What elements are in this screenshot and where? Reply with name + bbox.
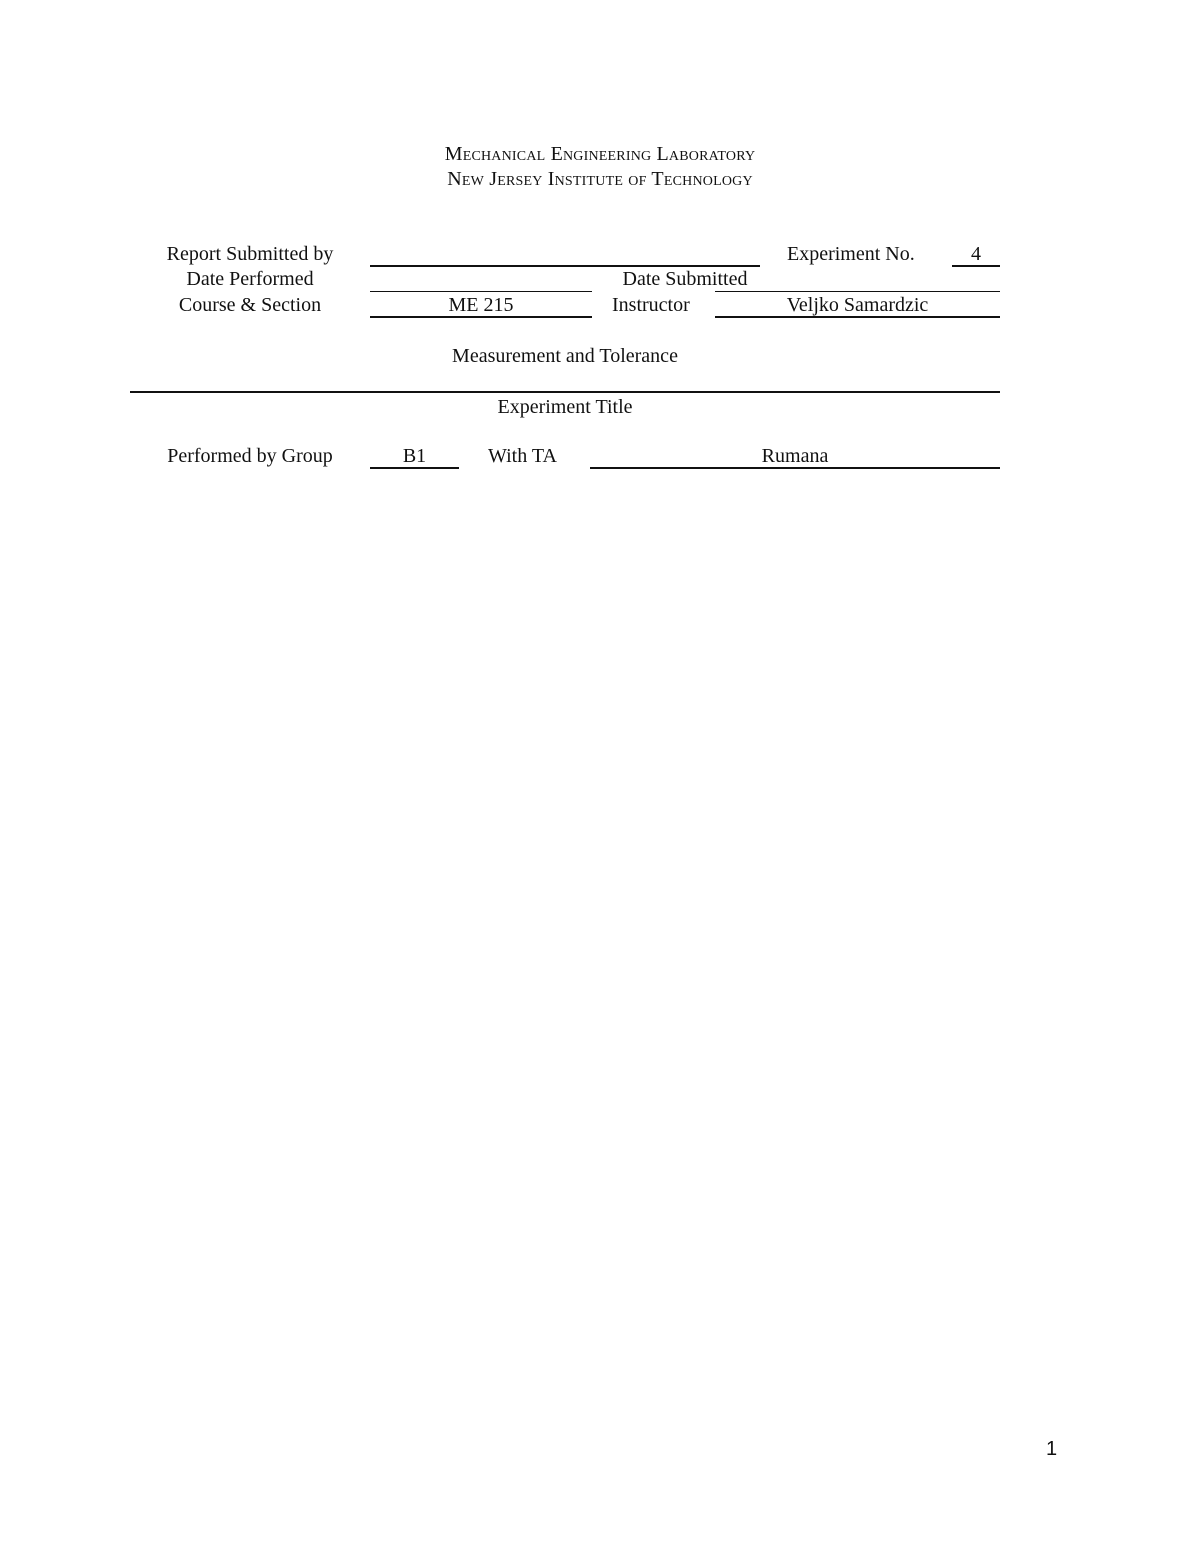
instructor-value: Veljko Samardzic xyxy=(786,294,929,316)
institute-name-heading: New Jersey Institute of Technology xyxy=(447,168,753,190)
experiment-title-label: Experiment Title xyxy=(497,396,633,418)
date-submitted-line xyxy=(715,291,1000,292)
date-submitted-label: Date Submitted xyxy=(622,268,748,290)
page-number: 1 xyxy=(1046,1438,1058,1460)
ta-value: Rumana xyxy=(761,445,829,467)
experiment-title-line xyxy=(130,391,1000,393)
experiment-no-line xyxy=(952,265,1000,267)
instructor-label: Instructor xyxy=(612,294,690,316)
experiment-no-value: 4 xyxy=(971,243,981,265)
group-line xyxy=(370,467,459,469)
instructor-line xyxy=(715,316,1000,318)
report-submitted-by-line xyxy=(370,265,760,267)
group-value: B1 xyxy=(402,445,427,467)
date-performed-label: Date Performed xyxy=(186,268,314,290)
report-submitted-by-label: Report Submitted by xyxy=(166,243,334,265)
course-section-line xyxy=(370,316,592,318)
course-section-value: ME 215 xyxy=(448,294,514,316)
ta-line xyxy=(590,467,1000,469)
date-performed-line xyxy=(370,291,592,292)
lab-name-heading: Mechanical Engineering Laboratory xyxy=(444,143,756,165)
with-ta-label: With TA xyxy=(488,445,557,467)
performed-by-group-label: Performed by Group xyxy=(167,445,333,467)
experiment-title-value: Measurement and Tolerance xyxy=(452,345,678,367)
course-section-label: Course & Section xyxy=(178,294,322,316)
experiment-no-label: Experiment No. xyxy=(787,243,915,265)
